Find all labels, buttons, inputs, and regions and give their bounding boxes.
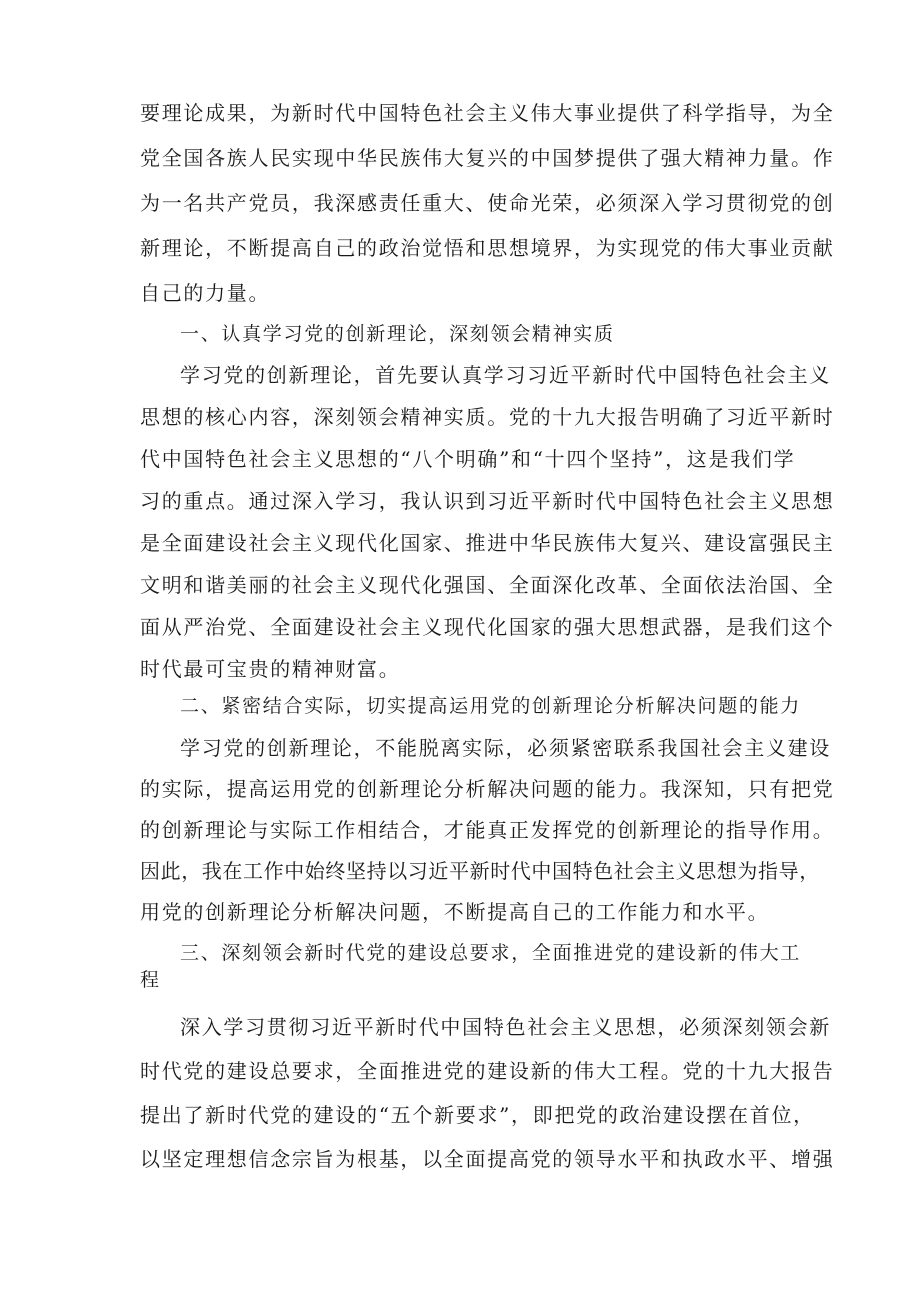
paragraph-line: 是全面建设社会主义现代化国家、推进中华民族伟大复兴、建设富强民主 xyxy=(140,531,835,555)
section-heading-text: 程 xyxy=(140,969,161,991)
paragraph-line: 以坚定理想信念宗旨为根基，以全面提高党的领导水平和执政水平、增强 xyxy=(140,1147,835,1171)
paragraph-line: 时代最可宝贵的精神财富。 xyxy=(140,657,401,681)
paragraph-4 xyxy=(140,1015,835,1193)
section-heading-1 xyxy=(140,325,790,344)
section-heading-text: 二、紧密结合实际，切实提高运用党的创新理论分析解决问题的能力 xyxy=(180,695,802,717)
paragraph-line: 代中国特色社会主义思想的“八个明确”和“十四个坚持”，这是我们学 xyxy=(140,447,796,471)
paragraph-line: 时代党的建设总要求，全面推进党的建设新的伟大工程。党的十九大报告 xyxy=(140,1059,835,1083)
paragraph-3 xyxy=(140,736,835,943)
paragraph-line: 用党的创新理论分析解决问题，不断提高自己的工作能力和水平。 xyxy=(140,900,770,924)
section-heading-2 xyxy=(140,695,802,717)
paragraph-line: 要理论成果，为新时代中国特色社会主义伟大事业提供了科学指导，为全 xyxy=(140,101,835,125)
paragraph-line: 的实际，提高运用党的创新理论分析解决问题的能力。我深知，只有把党 xyxy=(140,777,835,801)
paragraph-2 xyxy=(140,363,835,701)
paragraph-line: 习的重点。通过深入学习，我认识到习近平新时代中国特色社会主义思想 xyxy=(140,489,835,513)
paragraph-line: 的创新理论与实际工作相结合，才能真正发挥党的创新理论的指导作用。 xyxy=(140,818,835,842)
paragraph-line: 思想的核心内容，深刻领会精神实质。党的十九大报告明确了习近平新时 xyxy=(140,405,835,429)
paragraph-line: 党全国各族人民实现中华民族伟大复兴的中国梦提供了强大精神力量。作 xyxy=(140,146,835,170)
section-heading-text: 三、深刻领会新时代党的建设总要求，全面推进党的建设新的伟大工 xyxy=(180,942,802,964)
paragraph-1 xyxy=(140,101,835,328)
paragraph-line: 新理论，不断提高自己的政治觉悟和思想境界，为实现党的伟大事业贡献 xyxy=(140,236,835,260)
paragraph-line: 学习党的创新理论，不能脱离实际，必须紧密联系我国社会主义建设 xyxy=(180,736,831,760)
paragraph-line: 面从严治党、全面建设社会主义现代化国家的强大思想武器，是我们这个 xyxy=(140,615,835,639)
paragraph-line: 文明和谐美丽的社会主义现代化强国、全面深化改革、全面依法治国、全 xyxy=(140,573,835,597)
paragraph-line: 学习党的创新理论，首先要认真学习习近平新时代中国特色社会主义 xyxy=(180,363,831,387)
paragraph-line: 因此，我在工作中始终坚持以习近平新时代中国特色社会主义思想为指导， xyxy=(140,859,820,883)
paragraph-line: 深入学习贯彻习近平新时代中国特色社会主义思想，必须深刻领会新 xyxy=(180,1015,831,1039)
paragraph-line: 自己的力量。 xyxy=(140,281,271,305)
paragraph-line: 提出了新时代党的建设的“五个新要求”，即把党的政治建设摆在首位， xyxy=(140,1103,815,1127)
paragraph-line: 为一名共产党员，我深感责任重大、使命光荣，必须深入学习贯彻党的创 xyxy=(140,191,835,215)
section-heading-3 xyxy=(140,942,802,991)
section-heading-text: 一、认真学习党的创新理论，深刻领会精神实质 xyxy=(180,323,615,345)
